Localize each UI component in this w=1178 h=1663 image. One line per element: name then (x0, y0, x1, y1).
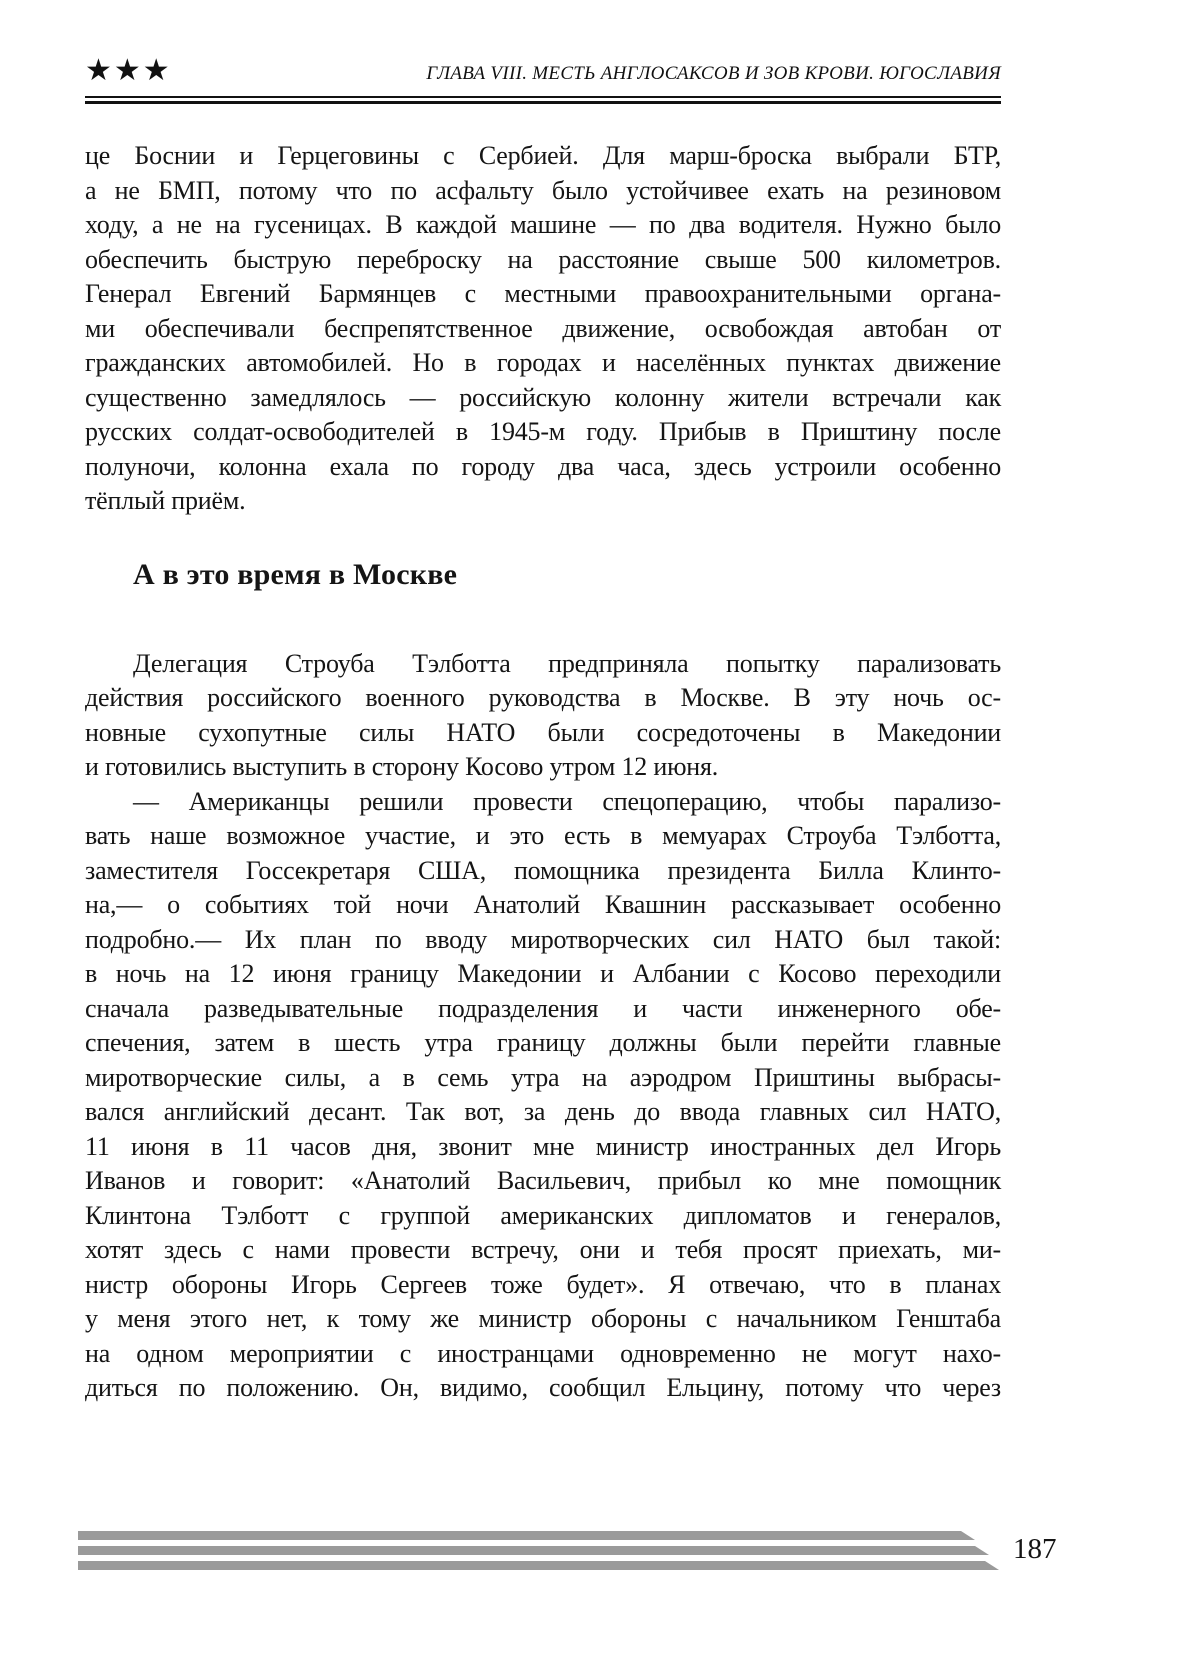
footer-decoration (78, 1531, 999, 1576)
page-header (85, 56, 1001, 86)
footer-stripe (78, 1546, 989, 1555)
text-line: у меня этого нет, к тому же министр обороны с начальником Генштаба (85, 1304, 1001, 1333)
text-line: диться по положению. Он, видимо, сообщил Ельцину, потому что через (85, 1373, 1001, 1402)
text-line: полуночи, колонна ехала по городу два часа, здесь устроили особенно (85, 451, 1001, 481)
text-line: на одном мероприятии с иностранцами одновременно не могут нахо- (85, 1338, 1001, 1368)
text-line: а не БМП, потому что по асфальту было устойчивее ехать на резиновом (85, 175, 1001, 205)
paragraph (85, 139, 1001, 519)
text-line: ми обеспечивали беспрепятственное движение, освобождая автобан от (85, 313, 1001, 343)
text-line: гражданских автомобилей. Но в городах и населённых пунктах движение (85, 348, 1001, 377)
text-line: вать наше возможное участие, и это есть в мемуарах Строуба Тэлботта, (85, 821, 1001, 850)
text-line: и готовились выступить в сторону Косово утром 12 июня. (85, 752, 719, 781)
chapter-running-title: ГЛАВА VIII. МЕСТЬ АНГЛОСАКСОВ И ЗОВ КРОВИ. ЮГОСЛАВИЯ (426, 63, 1001, 84)
text-line: хотят здесь с нами провести встречу, они и тебя просят приехать, ми- (85, 1235, 1001, 1264)
text-line: Делегация Строуба Тэлботта предприняла попытку парализовать (133, 648, 1001, 678)
text-line: вался английский десант. Так вот, за день до ввода главных сил НАТО, (85, 1097, 1001, 1126)
text-line: це Боснии и Герцеговины с Сербией. Для марш-броска выбрали БТР, (85, 141, 1001, 170)
text-line: в ночь на 12 июня границу Македонии и Албании с Косово переходили (85, 959, 1001, 988)
section-heading: А в это время в Москве (133, 557, 458, 591)
page-number: 187 (1013, 1533, 1057, 1565)
text-line: существенно замедлялось — российскую колонну жители встречали как (85, 382, 1001, 412)
page-footer (78, 1531, 1178, 1577)
paragraph (85, 785, 1001, 1406)
text-line: нистр обороны Игорь Сергеев тоже будет». Я отвечаю, что в планах (85, 1269, 1001, 1299)
text-line: обеспечить быструю переброску на расстояние свыше 500 километров. (85, 244, 1001, 274)
footer-stripe (78, 1561, 999, 1570)
text-line: спечения, затем в шесть утра границу должны были перейти главные (85, 1028, 1001, 1057)
text-line: заместителя Госсекретаря США, помощника президента Билла Клинто- (85, 855, 1001, 885)
text-line: Клинтона Тэлботт с группой американских дипломатов и генералов, (85, 1200, 1001, 1230)
body-text (85, 139, 1001, 1406)
text-line: новные сухопутные силы НАТО были сосредоточены в Македонии (85, 717, 1001, 747)
text-line: русских солдат-освободителей в 1945-м году. Прибыв в Приштину после (85, 417, 1001, 446)
footer-stripe (78, 1531, 975, 1540)
header-divider (85, 96, 1001, 104)
text-line: Иванов и говорит: «Анатолий Васильевич, прибыл ко мне помощник (85, 1166, 1001, 1195)
text-line: тёплый приём. (85, 486, 246, 515)
paragraph (85, 647, 1001, 785)
text-line: подробно.— Их план по вводу миротворческих сил НАТО был такой: (85, 924, 1001, 954)
text-line: 11 июня в 11 часов дня, звонит мне министр иностранных дел Игорь (85, 1131, 1001, 1161)
text-line: действия российского военного руководства в Москве. В эту ночь ос- (85, 683, 1001, 712)
text-line: ходу, а не на гусеницах. В каждой машине — по два водителя. Нужно было (85, 210, 1001, 239)
text-line: миротворческие силы, а в семь утра на аэродром Приштины выбрасы- (85, 1062, 1001, 1092)
text-line: — Американцы решили провести спецоперацию, чтобы парализо- (133, 786, 1001, 816)
stars-icon: ★★★ (85, 54, 172, 87)
text-line: сначала разведывательные подразделения и части инженерного обе- (85, 993, 1001, 1023)
text-line: Генерал Евгений Бармянцев с местными правоохранительными органа- (85, 279, 1001, 308)
text-line: на,— о событиях той ночи Анатолий Квашнин рассказывает особенно (85, 890, 1001, 919)
